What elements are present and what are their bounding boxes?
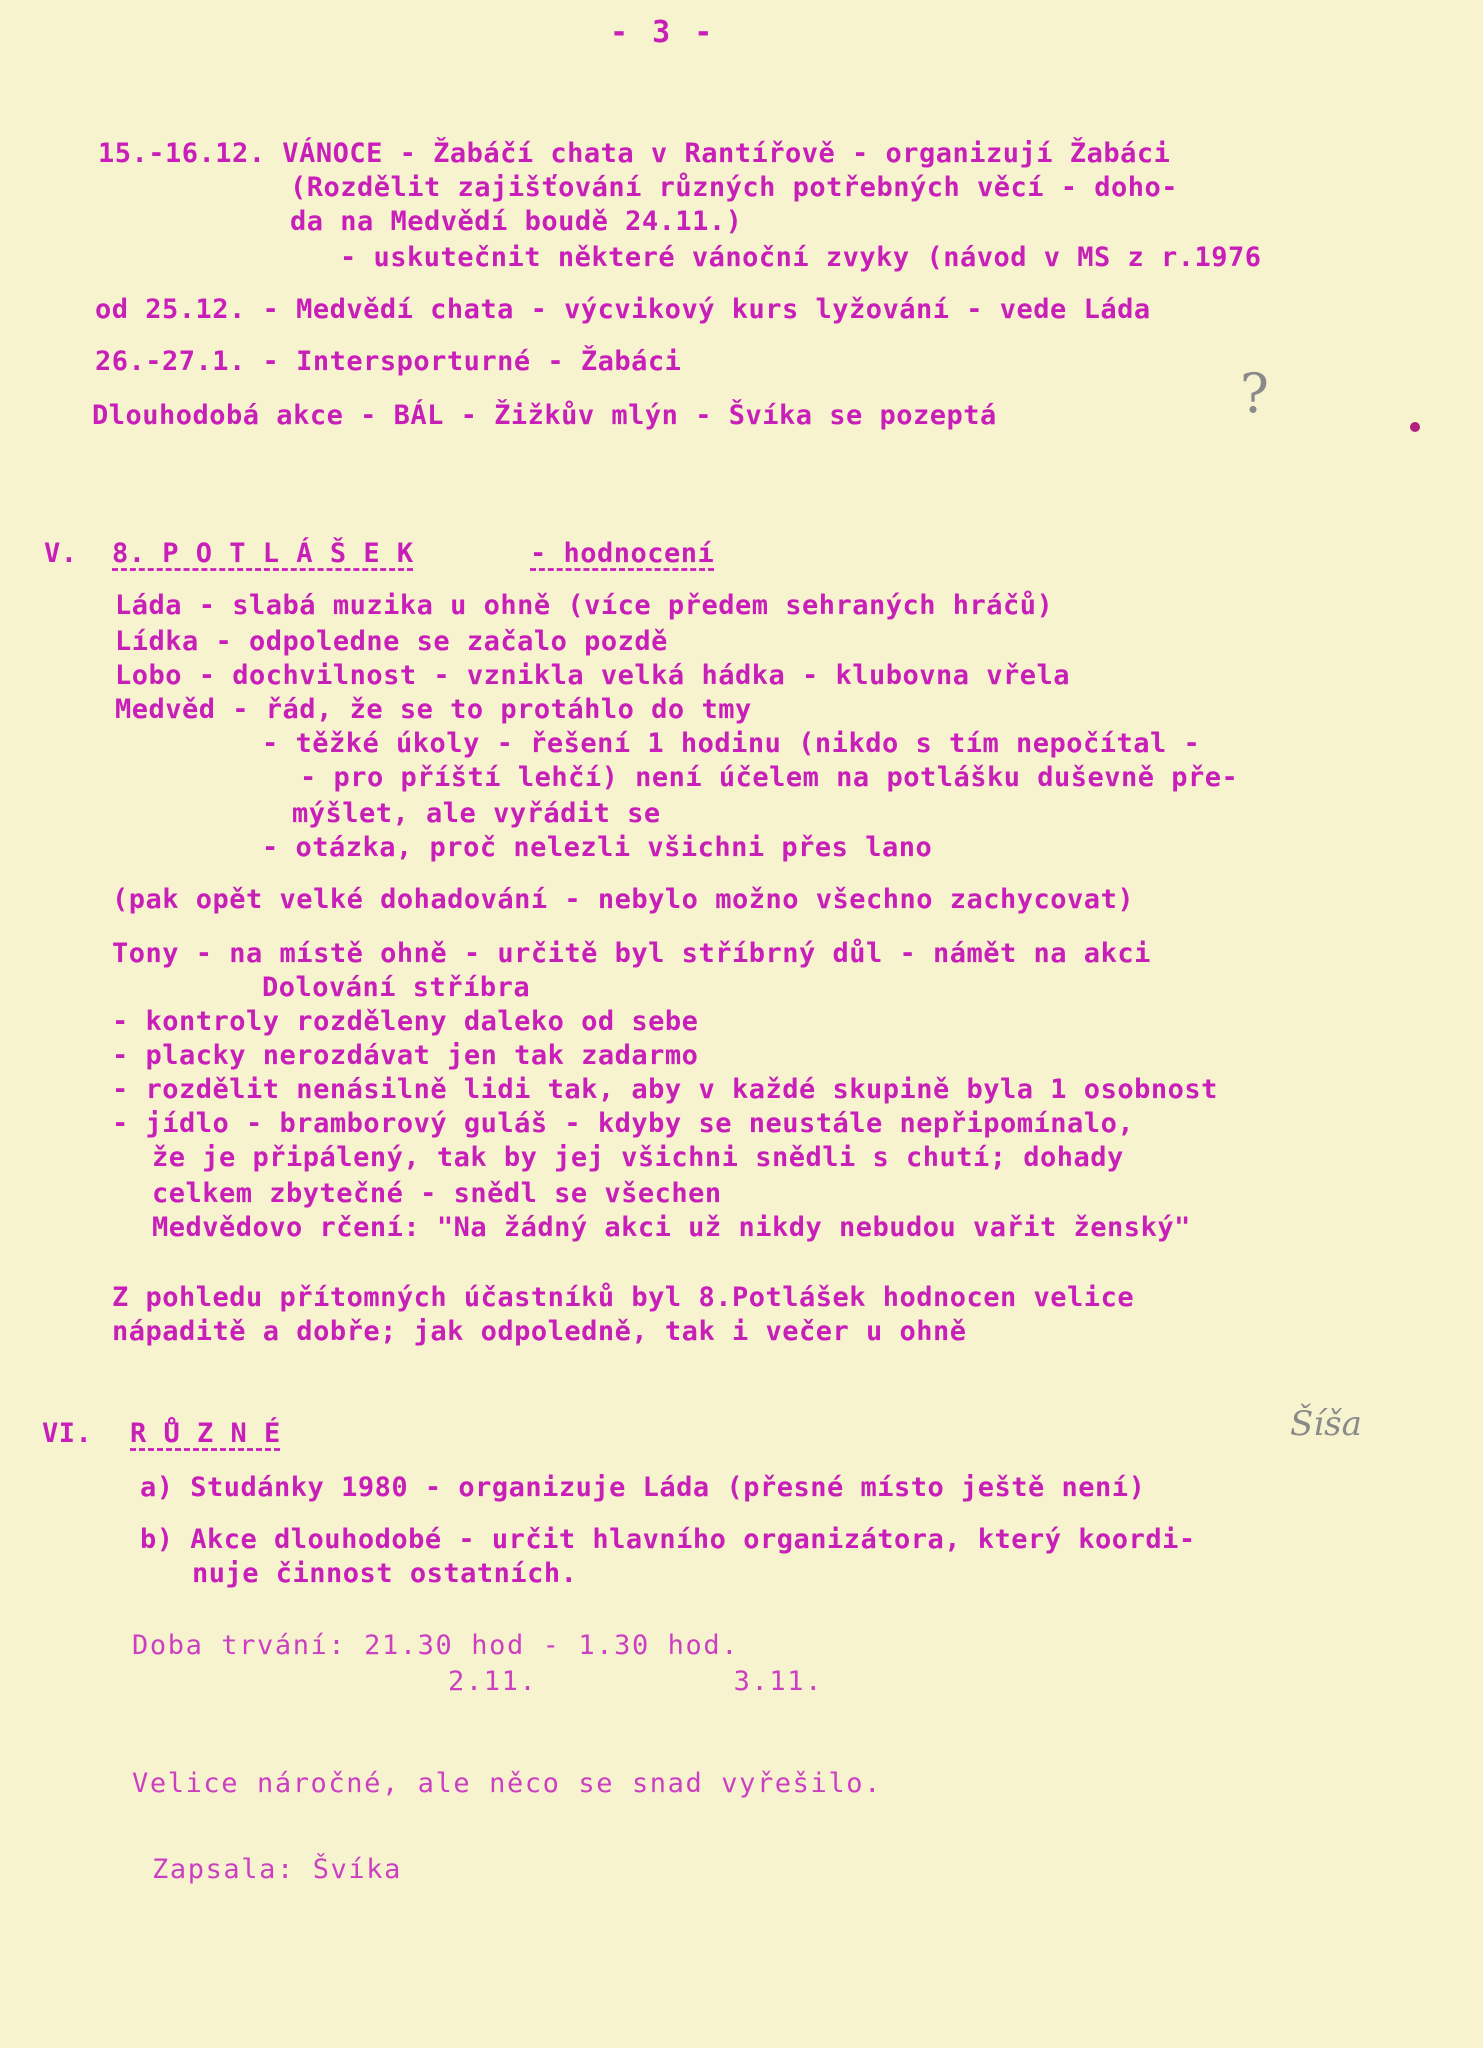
event-line: - uskutečnit některé vánoční zvyky (návod v MS z r.1976: [340, 242, 1262, 273]
event-line: Dlouhodobá akce - BÁL - Žižkův mlýn - Švíka se pozeptá: [92, 400, 997, 431]
ink-spot: [1410, 422, 1420, 432]
medved-quote: Medvědovo rčení: "Na žádný akci už nikdy nebudou vařit ženský": [152, 1212, 1191, 1243]
meeting-dates: 2.11. 3.11.: [448, 1666, 823, 1697]
event-line: da na Medvědí boudě 24.11.): [290, 206, 743, 237]
evaluation-line: Tony - na místě ohně - určitě byl stříbrný důl - námět na akci: [112, 938, 1151, 969]
section-title-suffix: - hodnocení: [530, 538, 715, 569]
evaluation-line: Medvěd - řád, že se to protáhlo do tmy: [115, 694, 752, 725]
event-line: od 25.12. - Medvědí chata - výcvikový kurs lyžování - vede Láda: [95, 294, 1151, 325]
misc-item: a) Studánky 1980 - organizuje Láda (přesné místo ještě není): [140, 1472, 1146, 1503]
evaluation-line: Lídka - odpoledne se začalo pozdě: [115, 626, 668, 657]
event-line: (Rozdělit zajišťování různých potřebných věcí - doho-: [290, 172, 1179, 203]
page-number: - 3 -: [610, 15, 716, 50]
evaluation-line: Láda - slabá muzika u ohně (více předem sehraných hráčů): [115, 590, 1054, 621]
evaluation-line: - těžké úkoly - řešení 1 hodinu (nikdo s tím nepočítal -: [262, 728, 1201, 759]
evaluation-line: celkem zbytečné - snědl se všechen: [152, 1178, 722, 1209]
misc-item: nuje činnost ostatních.: [192, 1558, 578, 1589]
meeting-duration: Doba trvání: 21.30 hod - 1.30 hod.: [132, 1630, 740, 1661]
evaluation-line: - placky nerozdávat jen tak zadarmo: [112, 1040, 699, 1071]
event-line: 26.-27.1. - Intersporturné - Žabáci: [95, 346, 682, 377]
evaluation-line: - kontroly rozděleny daleko od sebe: [112, 1006, 699, 1037]
event-line: 15.-16.12. VÁNOCE - Žabáčí chata v Rantířově - organizují Žabáci: [98, 138, 1171, 169]
summary-line: nápaditě a dobře; jak odpoledně, tak i večer u ohně: [112, 1316, 967, 1347]
evaluation-line: že je připálený, tak by jej všichni snědli s chutí; dohady: [152, 1142, 1124, 1173]
closing-note: Velice náročné, ale něco se snad vyřešilo.: [132, 1768, 882, 1799]
section-number: V.: [44, 538, 78, 569]
evaluation-line: mýšlet, ale vyřádit se: [292, 798, 661, 829]
handwritten-question-mark: ?: [1240, 362, 1269, 425]
evaluation-line: (pak opět velké dohadování - nebylo možno všechno zachycovat): [112, 884, 1135, 915]
recorded-by: Zapsala: Švíka: [152, 1854, 402, 1885]
evaluation-line: - pro příští lehčí) není účelem na potlášku duševně pře-: [300, 762, 1239, 793]
evaluation-line: - rozdělit nenásilně lidi tak, aby v každé skupině byla 1 osobnost: [112, 1074, 1218, 1105]
evaluation-line: - otázka, proč nelezli všichni přes lano: [262, 832, 933, 863]
evaluation-line: Dolování stříbra: [262, 972, 531, 1003]
handwritten-initials: Šíša: [1290, 1404, 1362, 1444]
section-number: VI.: [42, 1418, 93, 1449]
summary-line: Z pohledu přítomných účastníků byl 8.Potlášek hodnocen velice: [112, 1282, 1135, 1313]
misc-item: b) Akce dlouhodobé - určit hlavního organizátora, který koordi-: [140, 1524, 1196, 1555]
evaluation-line: - jídlo - bramborový guláš - kdyby se neustále nepřipomínalo,: [112, 1108, 1135, 1139]
evaluation-line: Lobo - dochvilnost - vznikla velká hádka - klubovna vřela: [115, 660, 1071, 691]
section-title: R Ů Z N É: [130, 1418, 281, 1449]
section-title: 8. P O T L Á Š E K: [112, 538, 414, 569]
